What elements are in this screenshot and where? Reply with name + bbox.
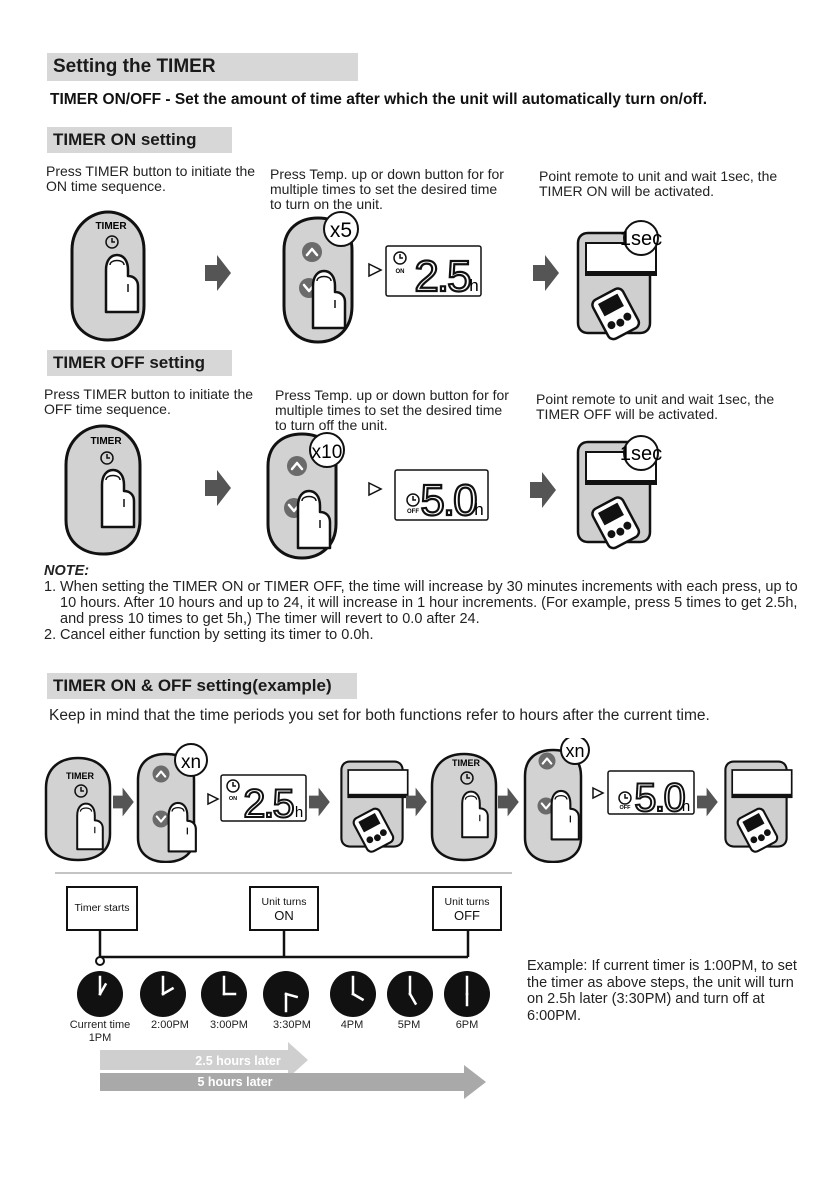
timer-on-arrow-1-icon bbox=[205, 255, 231, 291]
timer-on-small-arrow-icon bbox=[369, 264, 381, 276]
timer-on-remote-temp bbox=[284, 212, 358, 342]
example-display-value-1: 2.5 bbox=[243, 782, 293, 826]
clock-face-4 bbox=[330, 971, 376, 1017]
example-display-unit-2: h bbox=[681, 798, 691, 815]
timeline-clocks bbox=[77, 971, 490, 1017]
clock-face-6 bbox=[444, 971, 490, 1017]
example-display-mode-1: ON bbox=[228, 796, 238, 802]
note-item-1 bbox=[44, 579, 804, 627]
example-arrow-3-icon bbox=[406, 788, 427, 817]
example-display-mode-2: OFF bbox=[619, 805, 631, 811]
timer-on-display bbox=[386, 246, 481, 301]
note-item-2 bbox=[44, 627, 804, 643]
example-arrow-2-icon bbox=[309, 788, 330, 817]
example-small-arrow-2-icon bbox=[593, 788, 603, 798]
timer-off-wait-badge: 1sec bbox=[619, 443, 663, 465]
clock-label-1: 2:00PM bbox=[151, 1019, 189, 1031]
timer-on-display-mode: ON bbox=[395, 269, 405, 275]
timer-off-step2-text: Press Temp. up or down button for for multiple times to set the desired time to turn off the unit. bbox=[275, 387, 509, 433]
example-display-unit-1: h bbox=[294, 804, 304, 821]
unit-off-small: Unit turns bbox=[444, 895, 490, 908]
page-title: Setting the TIMER bbox=[47, 53, 358, 81]
unit-off-big: OFF bbox=[454, 907, 480, 923]
timer-off-steps-graphic bbox=[0, 420, 840, 560]
example-arrow-4-icon bbox=[498, 788, 519, 817]
timer-off-display-mode: OFF bbox=[407, 509, 419, 515]
timer-off-heading: TIMER OFF setting bbox=[47, 350, 232, 376]
unit-on-box bbox=[249, 886, 319, 931]
example-explanation: Example: If current timer is 1:00PM, to set the timer as above steps, the unit will turn on 2.5h later (3:30PM) and turn off at 6:00PM. bbox=[527, 958, 797, 1024]
timer-on-step2-text: Press Temp. up or down button for for multiple times to set the desired time to turn on the unit. bbox=[270, 166, 504, 212]
timer-off-display-value: 5.0 bbox=[420, 476, 476, 525]
timer-off-small-arrow-icon bbox=[369, 483, 381, 495]
timer-on-heading: TIMER ON setting bbox=[47, 127, 232, 153]
example-press-count-2: xn bbox=[565, 741, 585, 761]
note-title: NOTE: bbox=[44, 563, 90, 579]
note-item-1-num: 1. bbox=[44, 579, 57, 595]
example-ac-unit-2 bbox=[725, 762, 791, 854]
clock-face-3 bbox=[263, 971, 309, 1017]
timer-on-press-count: x5 bbox=[329, 219, 353, 242]
timer-off-step1-text: Press TIMER button to initiate the OFF time sequence. bbox=[44, 386, 254, 417]
example-up-icon-2 bbox=[539, 753, 556, 770]
example-intro: Keep in mind that the time periods you set for both functions refer to hours after the current time. bbox=[49, 707, 710, 724]
timer-on-remote-timer bbox=[72, 212, 144, 340]
timer-off-arrow-2-icon bbox=[530, 472, 556, 508]
arrow-2-5-hours-label: 2.5 hours later bbox=[195, 1054, 281, 1068]
note-item-2-text: Cancel either function by setting its timer to 0.0h. bbox=[60, 627, 374, 643]
example-display-value-2: 5.0 bbox=[634, 776, 684, 820]
clock-label-0: Current time 1PM bbox=[69, 1019, 131, 1044]
timer-off-remote-timer bbox=[66, 426, 140, 554]
timer-off-display-unit: h bbox=[474, 500, 484, 519]
clock-label-5: 5PM bbox=[397, 1019, 421, 1031]
example-arrow-1-icon bbox=[113, 788, 134, 817]
clock-face-2 bbox=[201, 971, 247, 1017]
timer-on-display-unit: h bbox=[469, 276, 479, 295]
arrow-5-hours-label: 5 hours later bbox=[197, 1075, 273, 1089]
unit-on-big: ON bbox=[274, 907, 294, 923]
clock-face-1 bbox=[140, 971, 186, 1017]
note-block bbox=[44, 563, 804, 643]
clock-label-6: 6PM bbox=[455, 1019, 479, 1031]
timer-off-press-count: x10 bbox=[311, 442, 343, 463]
timer-on-steps-graphic bbox=[0, 200, 840, 350]
note-item-2-num: 2. bbox=[44, 627, 57, 643]
timer-on-arrow-2-icon bbox=[533, 255, 559, 291]
clock-label-3: 3:30PM bbox=[273, 1019, 311, 1031]
timeline-start-dot bbox=[96, 957, 104, 965]
clock-face-5 bbox=[387, 971, 433, 1017]
timer-off-temp-up-icon bbox=[287, 456, 307, 476]
timer-on-button-label: TIMER bbox=[95, 221, 127, 232]
timer-subtitle: TIMER ON/OFF - Set the amount of time after which the unit will automatically turn on/off. bbox=[50, 91, 708, 108]
timer-on-step1-text: Press TIMER button to initiate the ON time sequence. bbox=[46, 163, 256, 194]
clock-face-0 bbox=[77, 971, 123, 1017]
unit-on-small: Unit turns bbox=[261, 895, 307, 908]
example-timer-label-2: TIMER bbox=[452, 758, 480, 768]
timer-starts-label: Timer starts bbox=[74, 902, 130, 914]
clock-label-4: 4PM bbox=[340, 1019, 364, 1031]
timer-off-arrow-1-icon bbox=[205, 470, 231, 506]
clock-label-2: 3:00PM bbox=[210, 1019, 248, 1031]
timer-off-remote-temp bbox=[268, 433, 344, 558]
example-ac-unit-1 bbox=[341, 762, 407, 854]
timer-on-step3-text: Point remote to unit and wait 1sec, the TIMER ON will be activated. bbox=[539, 168, 778, 199]
example-down-icon-1 bbox=[153, 811, 170, 828]
example-timer-label-1: TIMER bbox=[66, 771, 94, 781]
timer-off-button-label: TIMER bbox=[90, 436, 122, 447]
timer-off-step3-text: Point remote to unit and wait 1sec, the TIMER OFF will be activated. bbox=[536, 391, 775, 422]
unit-off-box bbox=[432, 886, 502, 931]
example-press-count-1: xn bbox=[180, 752, 202, 773]
timer-starts-box bbox=[66, 886, 138, 931]
timer-off-display bbox=[395, 470, 488, 525]
example-steps-graphic bbox=[0, 738, 840, 863]
example-arrow-5-icon bbox=[697, 788, 718, 817]
note-item-1-text: When setting the TIMER ON or TIMER OFF, the time will increase by 30 minutes increments with each press, up to 10 hours. After 10 hours and up to 24, it will increase in 1 hour increments. (For example, press 5 times to get 2.5h, and press 10 times to get 5h,) The timer will revert to 0.0 after 24. bbox=[60, 579, 798, 627]
example-heading: TIMER ON & OFF setting(example) bbox=[47, 673, 357, 699]
timer-on-wait-badge: 1sec bbox=[619, 228, 663, 250]
timer-on-display-value: 2.5 bbox=[414, 252, 470, 301]
example-up-icon-1 bbox=[153, 766, 170, 783]
example-small-arrow-1-icon bbox=[208, 794, 218, 804]
timer-on-temp-up-icon bbox=[302, 242, 322, 262]
